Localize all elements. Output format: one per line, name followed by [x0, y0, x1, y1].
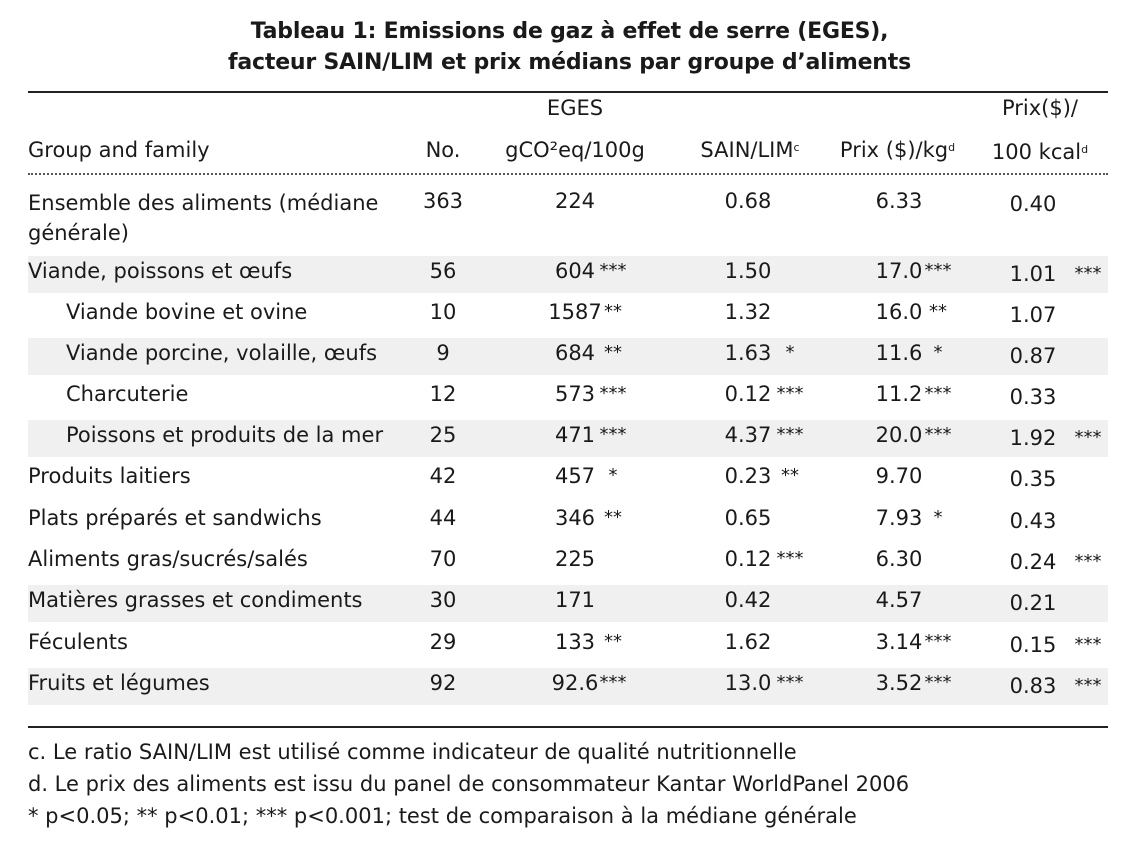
cell-sain: 13.0: [724, 671, 772, 695]
cell-sain: 0.65: [724, 506, 772, 530]
cell-no: 56: [429, 259, 457, 283]
cell-prixkcal-sig: ***: [1074, 675, 1102, 696]
cell-prixkcal: 0.87: [1009, 344, 1057, 368]
cell-no: 44: [429, 506, 457, 530]
cell-eges: 346: [554, 506, 596, 530]
cell-prixkg-sig: ***: [924, 424, 952, 445]
header-eges-top: EGES: [546, 96, 604, 120]
header-dotted-rule: [28, 173, 1108, 175]
header-prix-kg: [825, 137, 970, 163]
cell-prixkg: 6.30: [875, 547, 923, 571]
header-sainlim: [675, 137, 825, 163]
footnote-significance: * p<0.05; ** p<0.01; *** p<0.001; test de comparaison à la médiane générale: [28, 804, 857, 828]
cell-sain: 1.63: [724, 341, 772, 365]
cell-eges: 133: [554, 630, 596, 654]
row-label: Fruits et légumes: [28, 671, 210, 695]
cell-no: 363: [422, 189, 464, 213]
table-row-feculents: [28, 627, 1108, 664]
table-title-line2: facteur SAIN/LIM et prix médians par groupe d’aliments: [228, 50, 911, 75]
cell-sain-sig: *: [785, 342, 795, 363]
cell-prixkg: 9.70: [875, 464, 923, 488]
cell-eges-sig: **: [604, 507, 622, 528]
cell-sain: 4.37: [724, 423, 772, 447]
header-prix-kg-sup: d: [948, 141, 956, 154]
cell-eges-sig: ***: [599, 260, 627, 281]
table-row-viande-bovine: [28, 297, 1108, 334]
table-row-matieres-grasses: [28, 585, 1108, 622]
row-label: Produits laitiers: [28, 464, 191, 488]
cell-prixkg-sig: ***: [924, 260, 952, 281]
cell-prixkg: 11.2: [875, 382, 923, 406]
cell-sain-sig: ***: [776, 672, 804, 693]
cell-sain-sig: ***: [776, 383, 804, 404]
header-prix-kg-text: Prix ($)/kg: [839, 138, 949, 162]
cell-eges-sig: ***: [599, 424, 627, 445]
header-prix-kcal-bottom-text: 100 kcal: [991, 140, 1082, 164]
bottom-rule: [28, 726, 1108, 728]
cell-sain: 1.32: [724, 300, 772, 324]
cell-prixkg-sig: *: [933, 342, 943, 363]
cell-prixkcal: 1.01: [1009, 262, 1057, 286]
cell-sain-sig: ***: [776, 548, 804, 569]
cell-prixkg: 17.0: [875, 259, 923, 283]
cell-prixkg-sig: ***: [924, 383, 952, 404]
cell-eges: 225: [554, 547, 596, 571]
cell-no: 10: [429, 300, 457, 324]
header-group: Group and family: [28, 138, 210, 162]
cell-no: 25: [429, 423, 457, 447]
header-eges-unit: gCO²eq/100g: [505, 138, 645, 162]
row-label: Viande porcine, volaille, œufs: [66, 341, 378, 365]
table-row-viande-poissons-oeufs: [28, 256, 1108, 293]
cell-prixkg: 3.14: [875, 630, 923, 654]
table-title-line1: Tableau 1: Emissions de gaz à effet de serre (EGES),: [250, 19, 889, 44]
table-row-aliments-gras: [28, 544, 1108, 581]
cell-prixkcal: 1.92: [1009, 426, 1057, 450]
cell-sain-sig: ***: [776, 424, 804, 445]
cell-prixkcal: 0.15: [1009, 633, 1057, 657]
table-row-charcuterie: [28, 379, 1108, 416]
cell-prixkg: 20.0: [875, 423, 923, 447]
cell-sain: 0.12: [724, 382, 772, 406]
cell-sain: 0.68: [724, 189, 772, 213]
header-sainlim-text: SAIN/LIM: [700, 138, 794, 162]
row-label: Poissons et produits de la mer: [66, 423, 384, 447]
cell-eges: 684: [554, 341, 596, 365]
cell-eges: 471: [554, 423, 596, 447]
cell-eges-sig: **: [604, 342, 622, 363]
cell-sain: 0.23: [724, 464, 772, 488]
header-sainlim-sup: c: [793, 141, 800, 154]
cell-no: 70: [429, 547, 457, 571]
cell-eges: 92.6: [551, 671, 599, 695]
cell-prixkcal: 0.83: [1009, 674, 1057, 698]
table-row-fruits-legumes: [28, 668, 1108, 705]
cell-prixkcal: 0.24: [1009, 550, 1057, 574]
row-label: Charcuterie: [66, 382, 189, 406]
cell-prixkg-sig: **: [929, 301, 947, 322]
cell-prixkcal: 0.35: [1009, 467, 1057, 491]
cell-prixkg: 6.33: [875, 189, 923, 213]
cell-prixkcal: 1.07: [1009, 303, 1057, 327]
header-prix-kcal-bottom: [975, 139, 1105, 165]
cell-prixkg: 7.93: [875, 506, 923, 530]
cell-prixkcal: 0.40: [1009, 192, 1057, 216]
cell-no: 29: [429, 630, 457, 654]
table-row-ensemble: [28, 186, 1108, 248]
row-label: Féculents: [28, 630, 128, 654]
cell-prixkcal: 0.33: [1009, 385, 1057, 409]
cell-eges-sig: *: [608, 465, 618, 486]
cell-prixkg: 3.52: [875, 671, 923, 695]
cell-no: 42: [429, 464, 457, 488]
cell-prixkg: 4.57: [875, 588, 923, 612]
cell-prixkcal: 0.21: [1009, 591, 1057, 615]
cell-eges-sig: ***: [599, 383, 627, 404]
cell-no: 12: [429, 382, 457, 406]
cell-eges-sig: **: [604, 631, 622, 652]
cell-sain: 0.42: [724, 588, 772, 612]
footnote-d: d. Le prix des aliments est issu du panel de consommateur Kantar WorldPanel 2006: [28, 772, 910, 796]
cell-eges: 171: [554, 588, 596, 612]
table-row-produits-laitiers: [28, 461, 1108, 498]
table-row-viande-porcine: [28, 338, 1108, 375]
header-no: No.: [425, 138, 461, 162]
header-prix-kcal-top: Prix($)/: [1001, 96, 1078, 120]
cell-sain: 1.50: [724, 259, 772, 283]
footnote-c: c. Le ratio SAIN/LIM est utilisé comme indicateur de qualité nutritionnelle: [28, 740, 797, 764]
cell-eges-sig: **: [604, 301, 622, 322]
cell-prixkcal: 0.43: [1009, 509, 1057, 533]
row-label: Plats préparés et sandwichs: [28, 506, 322, 530]
cell-prixkg-sig: ***: [924, 631, 952, 652]
row-label: Matières grasses et condiments: [28, 588, 363, 612]
cell-sain-sig: **: [781, 465, 799, 486]
cell-eges: 457: [554, 464, 596, 488]
cell-eges-sig: ***: [599, 672, 627, 693]
cell-prixkcal-sig: ***: [1074, 427, 1102, 448]
table-row-plats-prepares: [28, 503, 1108, 540]
cell-no: 30: [429, 588, 457, 612]
top-rule: [28, 91, 1108, 93]
cell-prixkg-sig: ***: [924, 672, 952, 693]
cell-sain: 1.62: [724, 630, 772, 654]
row-label: Ensemble des aliments (médiane générale): [28, 191, 379, 245]
table-row-poissons-mer: [28, 420, 1108, 457]
cell-eges: 1587: [548, 300, 602, 324]
row-label: Viande, poissons et œufs: [28, 259, 293, 283]
cell-eges: 604: [554, 259, 596, 283]
row-label: Aliments gras/sucrés/salés: [28, 547, 308, 571]
cell-no: 92: [429, 671, 457, 695]
row-label: Viande bovine et ovine: [66, 300, 308, 324]
cell-prixkg-sig: *: [933, 507, 943, 528]
cell-no: 9: [436, 341, 450, 365]
cell-prixkg: 11.6: [875, 341, 923, 365]
cell-prixkg: 16.0: [875, 300, 923, 324]
cell-prixkcal-sig: ***: [1074, 634, 1102, 655]
cell-eges: 224: [554, 189, 596, 213]
cell-prixkcal-sig: ***: [1074, 551, 1102, 572]
cell-eges: 573: [554, 382, 596, 406]
header-prix-kcal-sup: d: [1081, 143, 1089, 156]
cell-sain: 0.12: [724, 547, 772, 571]
cell-prixkcal-sig: ***: [1074, 263, 1102, 284]
